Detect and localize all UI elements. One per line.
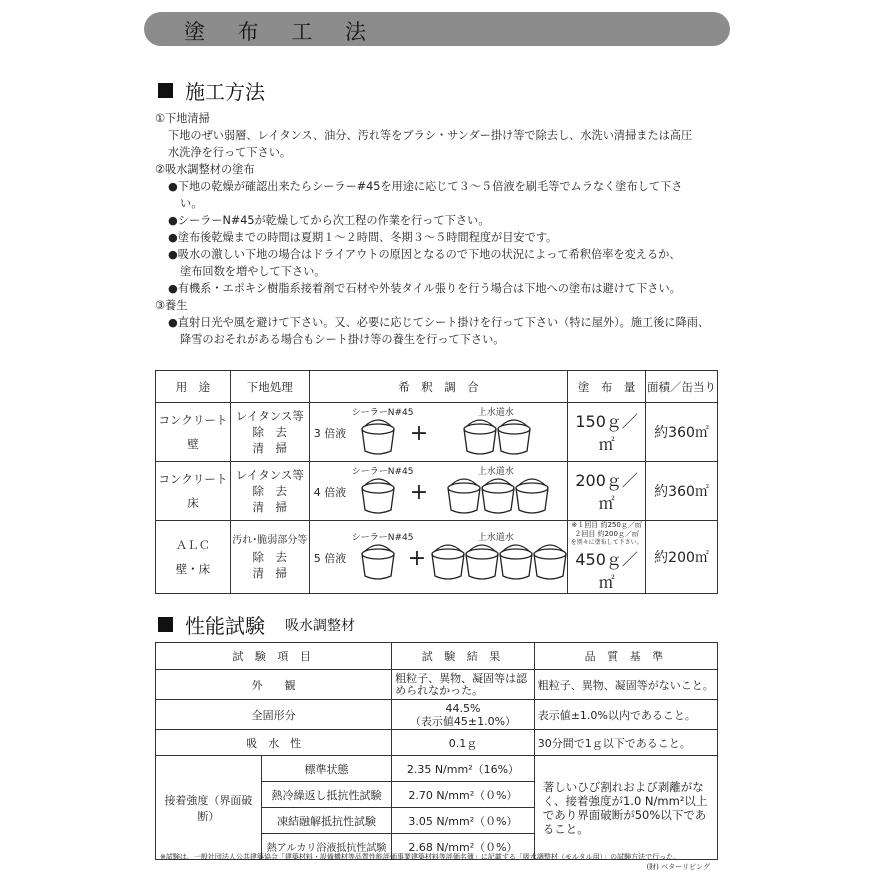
- section-heading-text: 施工方法: [185, 80, 265, 104]
- step-title: ③養生: [155, 299, 188, 312]
- step-title: ①下地清掃: [155, 112, 210, 125]
- table-row: 熱冷繰返し抵抗性試験 2.70 N/mm²（０%）: [156, 782, 718, 808]
- bullet-item: ●直射日光や風を避けて下さい。又、必要に応じてシート掛けを行って下さい（特に屋外）。施工後に降雨、: [168, 316, 710, 329]
- col-header: 用 途: [156, 371, 231, 403]
- step-text: 下地のぜい弱層、レイタンス、油分、汚れ等をブラシ・サンダー掛け等で除去し、水洗い清掃または高圧: [168, 129, 693, 142]
- water-bucket-icon: [530, 540, 570, 582]
- table-row: コンクリート 床 レイタンス等 除 去 清 掃 4 倍液 シーラーN#45 上水道水 + 200ｇ／㎡ 約360㎡: [156, 462, 718, 521]
- page-title: 塗 布 工 法: [184, 20, 380, 44]
- table-row: 外 観 粗粒子、異物、凝固等は認められなかった。 粗粒子、異物、凝固等がないこと。: [156, 670, 718, 700]
- table-row: ＡＬＣ 壁・床 汚れ･脆弱部分等 除 去 清 掃 5 倍液 シーラーN#45 上水道水 + ※１回目 約250ｇ／㎡ ２回目 約200ｇ／㎡ を別々に塗布して下さい。 450ｇ／㎡ 約200㎡: [156, 521, 718, 594]
- amount-cell: ※１回目 約250ｇ／㎡ ２回目 約200ｇ／㎡ を別々に塗布して下さい。 450ｇ／㎡: [568, 521, 646, 594]
- section-heading-method: [158, 76, 265, 105]
- table-row: コンクリート 壁 レイタンス等 除 去 清 掃 3 倍液 シーラーN#45 上水道水 + 150ｇ／㎡ 約360㎡: [156, 403, 718, 462]
- section-heading-tests: [158, 610, 355, 639]
- col-header: 試 験 結 果: [392, 643, 535, 670]
- adhesion-standard: 著しいひび割れおよび剥離がなく、接着強度が1.0 N/mm²以上であり界面破断が50%以下であること。: [534, 756, 717, 860]
- bullet-item: 降雪のおそれがある場合もシート掛け等の養生を行って下さい。: [180, 333, 505, 346]
- section-heading-text: 性能試験: [185, 614, 265, 638]
- method-text: [155, 110, 728, 348]
- section-subheading: 吸水調整材: [285, 617, 355, 634]
- footnote: ※試験は、一般社団法人公共建築協会「建築材料・設備機材等品質性能評価事業建築材料等評価名簿」に記載する「吸水調整材（モルタル用）」の試験方法で行った。 (財) ベターリビング: [160, 853, 710, 871]
- table-row: 熱アルカリ浴液抵抗性試験 2.68 N/mm²（０%）: [156, 834, 718, 860]
- test-table: [155, 642, 718, 860]
- area-cell: 約200㎡: [646, 521, 718, 594]
- mix-table: [155, 370, 718, 594]
- bullet-item: い。: [180, 197, 203, 210]
- square-bullet-icon: [158, 83, 173, 98]
- bullet-item: ●吸水の激しい下地の場合はドライアウトの原因となるので下地の状況によって希釈倍率を変えるか、: [168, 248, 681, 261]
- col-header: 面積／缶当り: [646, 371, 718, 403]
- sealer-bucket-icon: [358, 474, 398, 516]
- area-cell: 約360㎡: [646, 462, 718, 521]
- bullet-item: ●有機系・エポキシ樹脂系接着剤で石材や外装タイル張りを行う場合は下地への塗布は避けて下さい。: [168, 282, 681, 295]
- area-cell: 約360㎡: [646, 403, 718, 462]
- amount-cell: 150ｇ／㎡: [568, 403, 646, 462]
- step-text: 水洗浄を行って下さい。: [168, 146, 292, 159]
- mix-diagram: 4 倍液 シーラーN#45 上水道水 +: [310, 462, 567, 520]
- col-header: 塗 布 量: [568, 371, 646, 403]
- table-row: 凍結融解抵抗性試験 3.05 N/mm²（０%）: [156, 808, 718, 834]
- table-row: 吸 水 性 0.1ｇ 30分間で1ｇ以下であること。: [156, 730, 718, 756]
- mix-diagram: 5 倍液 シーラーN#45 上水道水 +: [310, 528, 567, 586]
- bullet-item: ●下地の乾燥が確認出来たらシーラー#45を用途に応じて３～５倍液を刷毛等でムラなく塗布して下さ: [168, 180, 683, 193]
- title-bar: [144, 12, 730, 46]
- table-row: 全固形分 44.5% （表示値45±1.0%） 表示値±1.0%以内であること。: [156, 700, 718, 730]
- water-bucket-icon: [494, 415, 534, 457]
- step-title: ②吸水調整材の塗布: [155, 163, 255, 176]
- adhesion-label: 接着強度（界面破断）: [156, 756, 262, 860]
- col-header: 下地処理: [230, 371, 309, 403]
- bullet-item: 塗布回数を増やして下さい。: [180, 265, 326, 278]
- sealer-bucket-icon: [358, 415, 398, 457]
- col-header: 品 質 基 準: [534, 643, 717, 670]
- sealer-bucket-icon: [358, 540, 398, 582]
- bullet-item: ●塗布後乾燥までの時間は夏期１～２時間、冬期３～５時間程度が目安です。: [168, 231, 558, 244]
- water-bucket-icon: [512, 474, 552, 516]
- square-bullet-icon: [158, 617, 173, 632]
- bullet-item: ●シーラーN#45が乾燥してから次工程の作業を行って下さい。: [168, 214, 490, 227]
- amount-cell: 200ｇ／㎡: [568, 462, 646, 521]
- table-row: 接着強度（界面破断） 標準状態 2.35 N/mm²（16%） 著しいひび割れおよび剥離がなく、接着強度が1.0 N/mm²以上であり界面破断が50%以下であること。: [156, 756, 718, 782]
- col-header: 試 験 項 目: [156, 643, 392, 670]
- col-header: 希 釈 調 合: [309, 371, 567, 403]
- mix-diagram: 3 倍液 シーラーN#45 上水道水 +: [310, 403, 567, 461]
